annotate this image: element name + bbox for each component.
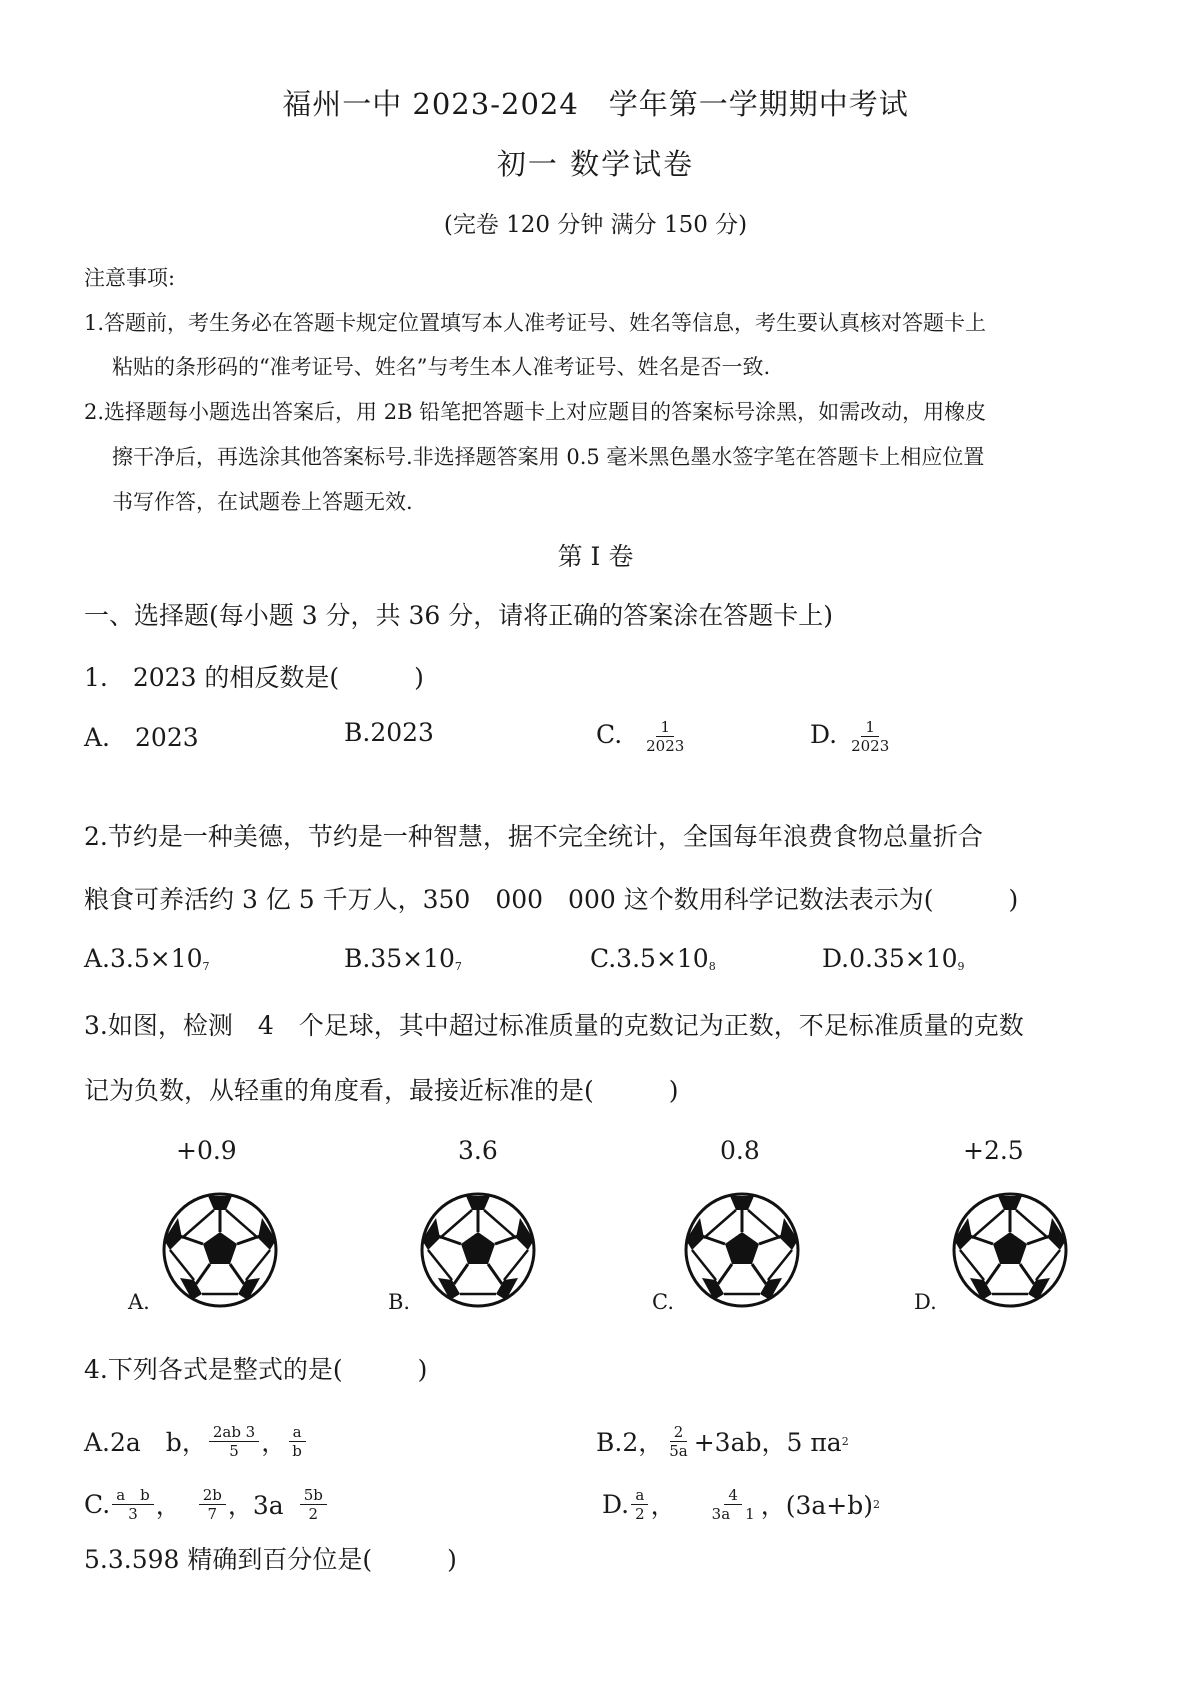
notice-item-1-line-1: 1.答题前，考生务必在答题卡规定位置填写本人准考证号、姓名等信息，考生要认真核对答题卡上 — [84, 311, 987, 335]
q1-option-d — [810, 718, 895, 755]
part-heading: 第 I 卷 — [557, 542, 634, 571]
q3-stem-line-2: 记为负数，从轻重的角度看，最接近标准的是( ) — [84, 1076, 679, 1105]
q4-option-d — [602, 1478, 880, 1530]
ball-a-value: +0.9 — [176, 1136, 237, 1165]
q4-b-prefix: B.2， — [596, 1428, 664, 1457]
q1-option-d-fraction — [847, 718, 893, 755]
q4-d-f2-den: 3a 1 — [711, 1504, 755, 1523]
notice-item-2-line-2: 擦干净后，再选涂其他答案标号.非选择题答案用 0.5 毫米黑色墨水签字笔在答题卡上相应位置 — [112, 445, 985, 469]
q4-c-f2-den: 7 — [207, 1504, 218, 1523]
q2-a-exponent: 7 — [202, 960, 210, 973]
q2-option-a — [84, 944, 210, 973]
q5-stem: 5.3.598 精确到百分位是( ) — [84, 1545, 457, 1574]
q2-stem-line-2: 粮食可养活约 3 亿 5 千万人，350 000 000 这个数用科学记数法表示为( ) — [84, 885, 1019, 914]
ball-a-label: A. — [128, 1290, 150, 1314]
notice-item-2-line-1: 2.选择题每小题选出答案后，用 2B 铅笔把答题卡上对应题目的答案标号涂黑，如需改动，用橡皮 — [84, 400, 987, 424]
exam-subtitle: 初一 数学试卷 — [496, 147, 695, 181]
q4-a-f1-den: 5 — [229, 1441, 239, 1460]
q2-option-d — [822, 944, 965, 973]
q1-c-numerator: 1 — [656, 718, 674, 737]
q1-d-numerator: 1 — [861, 718, 879, 737]
q2-b-base: B.35×10 — [344, 944, 455, 973]
q2-a-base: A.3.5×10 — [84, 944, 203, 973]
q4-c-fraction-2 — [199, 1486, 226, 1523]
q4-b-fraction — [665, 1423, 692, 1460]
q4-a-f1-num: 2ab 3 — [209, 1423, 259, 1442]
notice-item-1-line-2: 粘贴的条形码的“准考证号、姓名”与考生本人准考证号、姓名是否一致. — [112, 355, 771, 379]
soccer-ball-c-icon — [682, 1190, 802, 1310]
q1-c-denominator: 2023 — [646, 737, 685, 755]
exam-time-score: (完卷 120 分钟 满分 150 分) — [443, 212, 748, 238]
q4-c-middle: ，3a — [227, 1491, 284, 1520]
exam-title: 福州一中 2023-2024 学年第一学期期中考试 — [282, 87, 909, 121]
q4-a-f2-den: b — [292, 1441, 302, 1460]
q2-b-exponent: 7 — [454, 960, 462, 973]
q4-b-postfix: +3ab，5 πa — [693, 1428, 842, 1457]
notice-item-2-line-3: 书写作答，在试题卷上答题无效. — [112, 490, 413, 514]
q1-option-a: A. 2023 — [84, 723, 199, 752]
ball-b-label: B. — [388, 1290, 411, 1314]
q2-d-base: D.0.35×10 — [822, 944, 958, 973]
q4-d-f1-num: a — [631, 1486, 648, 1505]
q4-b-f-den: 5a — [669, 1441, 688, 1460]
q4-option-c — [84, 1478, 329, 1530]
q4-b-f-num: 2 — [670, 1423, 688, 1442]
q4-c-f1-num: a b — [112, 1486, 154, 1505]
notice-heading: 注意事项: — [84, 266, 176, 290]
q4-d-f2-num: 4 — [724, 1486, 742, 1505]
q4-d-prefix: D. — [602, 1489, 630, 1519]
ball-d-label: D. — [914, 1290, 937, 1314]
q2-option-c — [590, 944, 716, 973]
q1-d-denominator: 2023 — [851, 737, 890, 755]
q4-d-f1-den: 2 — [635, 1504, 645, 1523]
q4-c-sep: ， — [155, 1491, 181, 1520]
q4-c-prefix: C. — [84, 1489, 111, 1519]
q4-c-f3-num: 5b — [300, 1486, 327, 1505]
soccer-ball-b-icon — [418, 1190, 538, 1310]
q4-c-fraction-1 — [112, 1486, 154, 1523]
q2-option-b — [344, 944, 462, 973]
ball-c-value: 0.8 — [720, 1136, 760, 1165]
q2-c-exponent: 8 — [708, 960, 716, 973]
section-heading: 一、选择题(每小题 3 分，共 36 分，请将正确的答案涂在答题卡上) — [84, 601, 834, 630]
q4-a-fraction-1 — [209, 1423, 259, 1460]
q2-c-base: C.3.5×10 — [590, 944, 709, 973]
q4-a-fraction-2 — [288, 1423, 306, 1460]
q4-c-f2-num: 2b — [199, 1486, 226, 1505]
ball-d-value: +2.5 — [963, 1136, 1024, 1165]
q1-option-c-label: C. — [596, 720, 623, 749]
q1-option-d-label: D. — [810, 720, 838, 749]
q4-d-fraction-1 — [631, 1486, 649, 1523]
q3-stem-line-1: 3.如图，检测 4 个足球，其中超过标准质量的克数记为正数，不足标准质量的克数 — [84, 1011, 1024, 1040]
q4-a-comma: ， — [261, 1428, 287, 1457]
q1-option-c-fraction — [642, 718, 688, 755]
q4-c-f3-den: 2 — [308, 1504, 319, 1523]
q1-option-b: B.2023 — [344, 718, 434, 747]
q4-c-f1-den: 3 — [128, 1504, 138, 1523]
q4-b-exponent: 2 — [841, 1434, 849, 1448]
q1-stem: 1. 2023 的相反数是( ) — [84, 663, 424, 692]
q2-stem-line-1: 2.节约是一种美德，节约是一种智慧，据不完全统计，全国每年浪费食物总量折合 — [84, 822, 983, 851]
q4-d-sep: ， — [650, 1491, 676, 1520]
q4-stem: 4.下列各式是整式的是( ) — [84, 1355, 428, 1384]
q4-option-b — [596, 1416, 849, 1466]
soccer-ball-d-icon — [950, 1190, 1070, 1310]
q4-d-exponent: 2 — [872, 1497, 880, 1511]
q4-a-f2-num: a — [289, 1423, 306, 1442]
q4-d-postfix: ，(3a+b) — [760, 1491, 873, 1520]
ball-c-label: C. — [652, 1290, 674, 1314]
q4-c-fraction-3 — [300, 1486, 327, 1523]
q4-a-prefix: A.2a b， — [84, 1428, 207, 1457]
q2-d-exponent: 9 — [957, 960, 965, 973]
ball-b-value: 3.6 — [458, 1136, 498, 1165]
q4-d-fraction-2 — [708, 1486, 759, 1523]
q1-option-c — [596, 718, 690, 755]
soccer-ball-a-icon — [160, 1190, 280, 1310]
q4-option-a — [84, 1416, 308, 1466]
